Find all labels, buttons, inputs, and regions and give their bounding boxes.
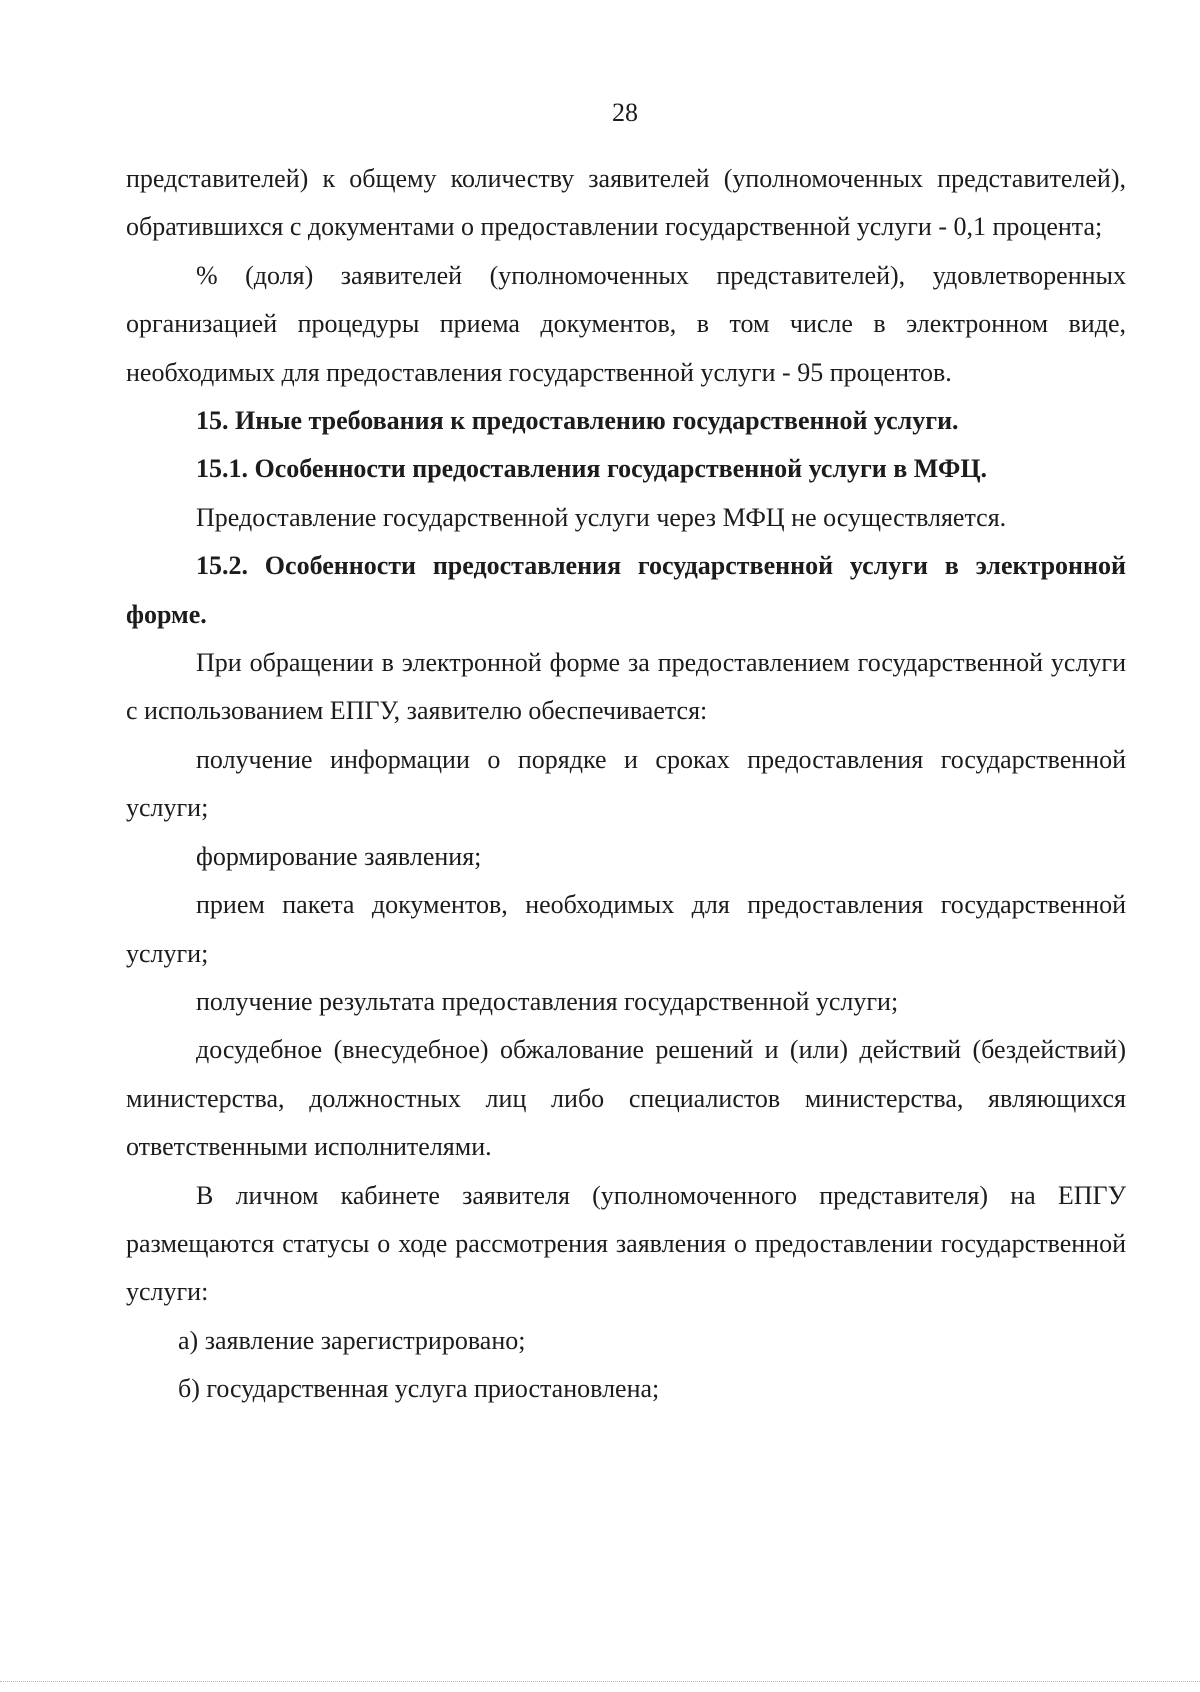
status-item-b: б) государственная услуга приостановлена; <box>178 1374 660 1404</box>
list-item-form: формирование заявления; <box>196 841 482 871</box>
list-item-appeal: досудебное (внесудебное) обжалование решений и (или) действий (бездействий) министерства, должностных лиц либо специалистов министерства, являющихся ответственными исполнителями. <box>126 1035 1126 1162</box>
status-item-a: а) заявление зарегистрировано; <box>178 1325 526 1355</box>
list-item-reception: прием пакета документов, необходимых для предоставления государственной услуги; <box>126 890 1126 968</box>
subsection-heading-15-1: 15.1. Особенности предоставления государственной услуги в МФЦ. <box>196 454 988 484</box>
scan-edge-line <box>0 1681 1200 1682</box>
paragraph-continuation: представителей) к общему количеству заявителей (уполномоченных представителей), обратившихся с документами о предоставлении государственной услуги - 0,1 процента; <box>126 164 1126 242</box>
paragraph-share-satisfied: % (доля) заявителей (уполномоченных представителей), удовлетворенных организацией процедуры приема документов, в том числе в электронном виде, необходимых для предоставления государственной услуги - 95 процентов. <box>126 260 1126 387</box>
page-number: 28 <box>612 98 638 127</box>
list-item-result: получение результата предоставления государственной услуги; <box>196 986 899 1016</box>
section-heading-15: 15. Иные требования к предоставлению государственной услуги. <box>196 406 959 436</box>
document-body <box>126 155 1126 1414</box>
list-item-info: получение информации о порядке и сроках предоставления государственной услуги; <box>126 744 1126 823</box>
paragraph-personal-account: В личном кабинете заявителя (уполномоченного представителя) на ЕПГУ размещаются статусы о ходе рассмотрения заявления о предоставлении государственной услуги: <box>126 1180 1126 1307</box>
paragraph-electronic-intro: При обращении в электронной форме за предоставлением государственной услуги с использованием ЕПГУ, заявителю обеспечивается: <box>126 648 1126 726</box>
paragraph-mfc: Предоставление государственной услуги через МФЦ не осуществляется. <box>196 502 1007 532</box>
subsection-heading-15-2: 15.2. Особенности предоставления государственной услуги в электронной форме. <box>126 551 1126 629</box>
